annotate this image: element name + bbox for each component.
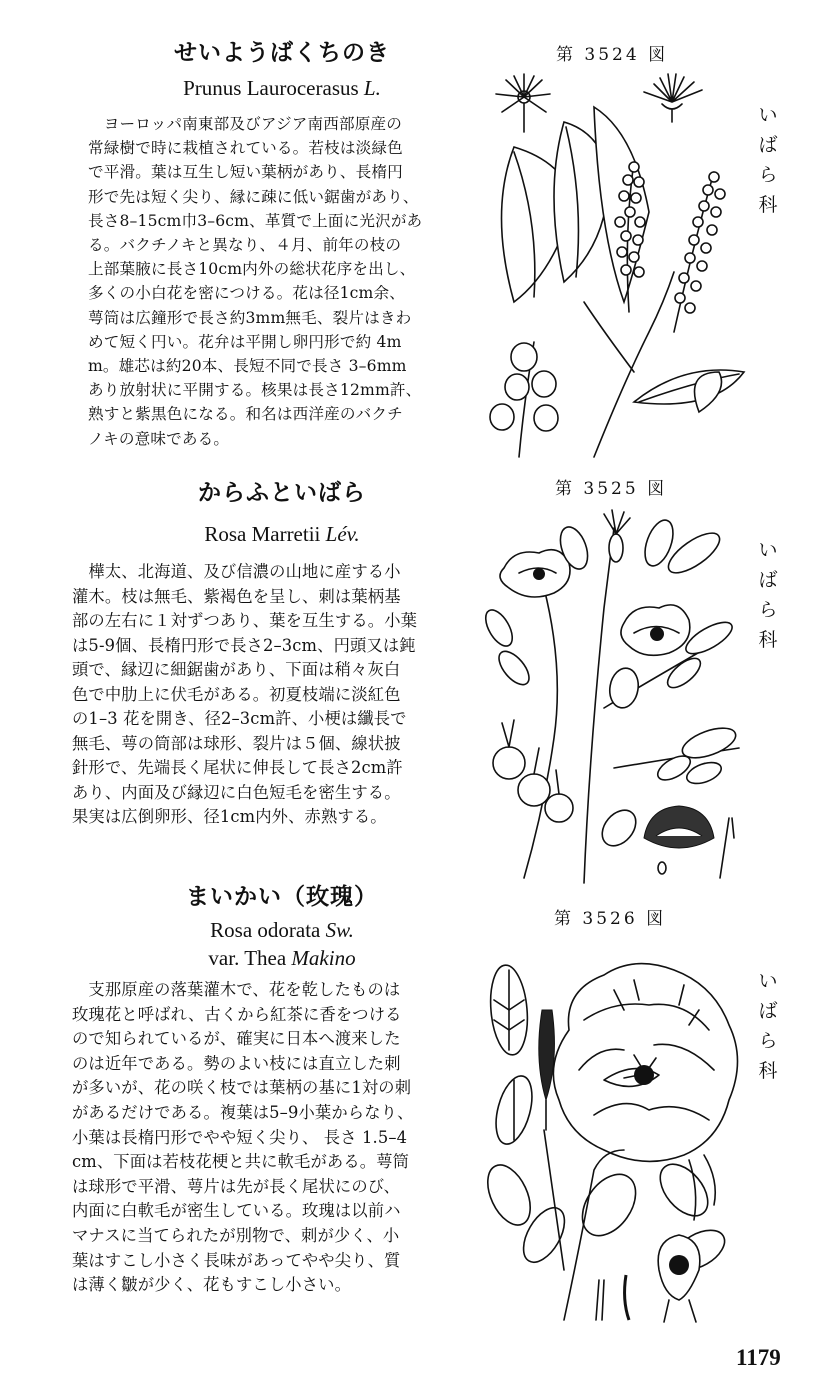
family-char: ば [758,134,778,156]
latin-binomial: Rosa odorata [210,918,321,942]
rose-bud [604,510,630,562]
description-line: cm、下面は若枝花梗と共に軟毛がある。萼筒 [72,1152,410,1172]
description-line: 樺太、北海道、及び信濃の山地に産する小 [72,562,401,581]
description-line: 灌木。枝は無毛、紫褐色を呈し、刺は葉柄基 [72,586,401,606]
family-char: い [758,104,778,126]
entry-japanese-name: せいようばくちのき [174,40,390,66]
stamen-flower-icon [496,74,550,132]
description-line: 長さ8–15cm巾3–6cm、革質で上面に光沢があ [88,211,423,230]
entry-latin-variety [88,944,476,972]
entry-latin-name [88,520,476,548]
description-line: 上部葉腋に長さ10cm内外の総状花序を出し、 [88,260,416,279]
figure-label: 第 3526 図 [554,909,667,929]
description-line: あり放射状に平開する。核果は長さ12mm許、 [88,381,422,400]
description-line: あり、内面及び縁辺に白色短毛を密生する。 [72,782,401,802]
family-char: い [758,970,778,992]
description-line: 玫瑰花と呼ばれ、古くから紅茶に香をつける [72,1004,402,1024]
description-line: 針形で、先端長く尾状に伸長して長さ2cm許 [72,758,403,777]
description-line: は薄く皺が少く、花もすこし小さい。 [72,1275,352,1295]
entry-latin-name [88,74,476,102]
entry-rosa-odorata-thea [72,882,476,1298]
description-line: 葉はすこし小さく長味があってやや尖り、質 [72,1250,401,1270]
description-line: マナスに当てられたが別物で、刺が少く、小 [72,1225,400,1245]
description-line: が多いが、花の咲く枝では葉柄の基に1対の刺 [72,1078,412,1098]
rosa-marretii-illustration [484,508,746,888]
description-line: 無毛、萼の筒部は球形、裂片は５個、線状披 [72,733,401,753]
latin-binomial: Prunus Laurocerasus [183,76,359,100]
description-line: は球形で平滑、萼片は先が長く尾状にのび、 [72,1176,400,1196]
description-line: 小葉は長楕円形でやや短く尖り、 長さ 1.5–4 [72,1127,408,1147]
figure-label: 第 3524 図 [556,45,669,65]
latin-author: L. [363,76,381,100]
description-line: は5-9個、長楕円形で長さ2–3cm、円頭又は鈍 [72,635,416,655]
petal [695,372,722,412]
latin-variety-author: Makino [291,946,356,970]
description-line: 常緑樹で時に栽植されている。若枝は淡緑色 [88,139,403,158]
family-char: 科 [758,629,778,651]
family-char: ら [758,599,778,621]
latin-binomial: Rosa Marretii [204,522,321,546]
fan-flower-icon [644,74,702,122]
description-line: m。雄芯は約20本、長短不同で長さ 3–6mm [88,357,407,376]
latin-author: Lév. [325,522,360,546]
family-label [755,535,781,655]
description-line: の1–3 花を開き、径2–3cm許、小梗は纖長で [72,709,407,728]
family-char: 科 [758,194,778,216]
page-number: 1179 [736,1345,781,1370]
prunus-laurocerasus-illustration [484,72,744,462]
hip-section-detail [658,1235,700,1322]
description-line: 萼筒は広鐘形で長さ約3mm無毛、裂片はきわ [88,308,412,327]
raceme-right [674,172,725,332]
description-line: 多くの小白花を密につける。花は径1cm余、 [88,284,405,303]
description-line: 部の左右に１対ずつあり、葉を互生する。小葉 [72,611,418,630]
drupe-cluster [490,342,558,457]
figure-label: 第 3525 図 [555,479,668,499]
latin-variety: var. Thea [208,946,287,970]
receptacle-detail [644,806,734,878]
entry-prunus-laurocerasus [88,38,476,451]
entry-description [88,112,476,451]
description-line: る。バクチノキと異なり、４月、前年の枝の [88,236,402,255]
rosa-odorata-thea-illustration [484,950,746,1325]
family-char: い [758,539,778,561]
entry-latin-name [88,916,476,944]
latin-author: Sw. [325,918,354,942]
rose-flower-left [500,550,570,597]
description-line: 支那原産の落葉灌木で、花を乾したものは [72,980,401,999]
description-line: ヨーロッパ南東部及びアジア南西部原産の [88,115,402,133]
family-char: ば [758,1000,778,1022]
description-line: 形で先は短く尖り、縁に疎に低い鋸歯があり、 [88,187,419,206]
description-line: 色で中肋上に伏毛がある。初夏枝端に淡紅色 [72,684,401,704]
description-line: があるだけである。複葉は5–9小葉からなり、 [72,1102,414,1122]
double-rose-flower [553,964,737,1162]
entry-rosa-marretii [72,478,476,830]
family-char: ば [758,569,778,591]
description-line: 果実は広倒卵形、径1cm内外、赤熟する。 [72,807,387,826]
family-label [755,966,781,1086]
rose-flower-right [621,605,690,655]
family-char: ら [758,164,778,186]
rose-bud [539,1010,555,1130]
description-line: で平滑。葉は互生し短い葉柄があり、長楕円 [88,163,403,182]
entry-japanese-name: からふといばら [198,480,366,506]
description-line: ので知られているが、確実に日本へ渡来した [72,1029,401,1049]
description-line: ノキの意味である。 [88,429,230,448]
description-line: 内面に白軟毛が密生している。玫瑰は以前ハ [72,1201,401,1221]
family-char: ら [758,1030,778,1052]
family-label [755,100,781,220]
description-line: のは近年である。勢のよい枝には直立した刺 [72,1053,401,1073]
rose-hips [493,720,573,822]
description-line: めて短く円い。花弁は平開し卵円形で約 4m [88,332,402,351]
description-line: 熟すと紫黒色になる。和名は西洋産のバクチ [88,405,403,424]
family-char: 科 [758,1060,778,1082]
description-line: 頭で、縁辺に細鋸歯があり、下面は稍々灰白 [72,660,401,679]
entry-japanese-name: まいかい（玫瑰） [186,884,378,910]
entry-description [72,560,482,830]
entry-description [72,978,482,1298]
